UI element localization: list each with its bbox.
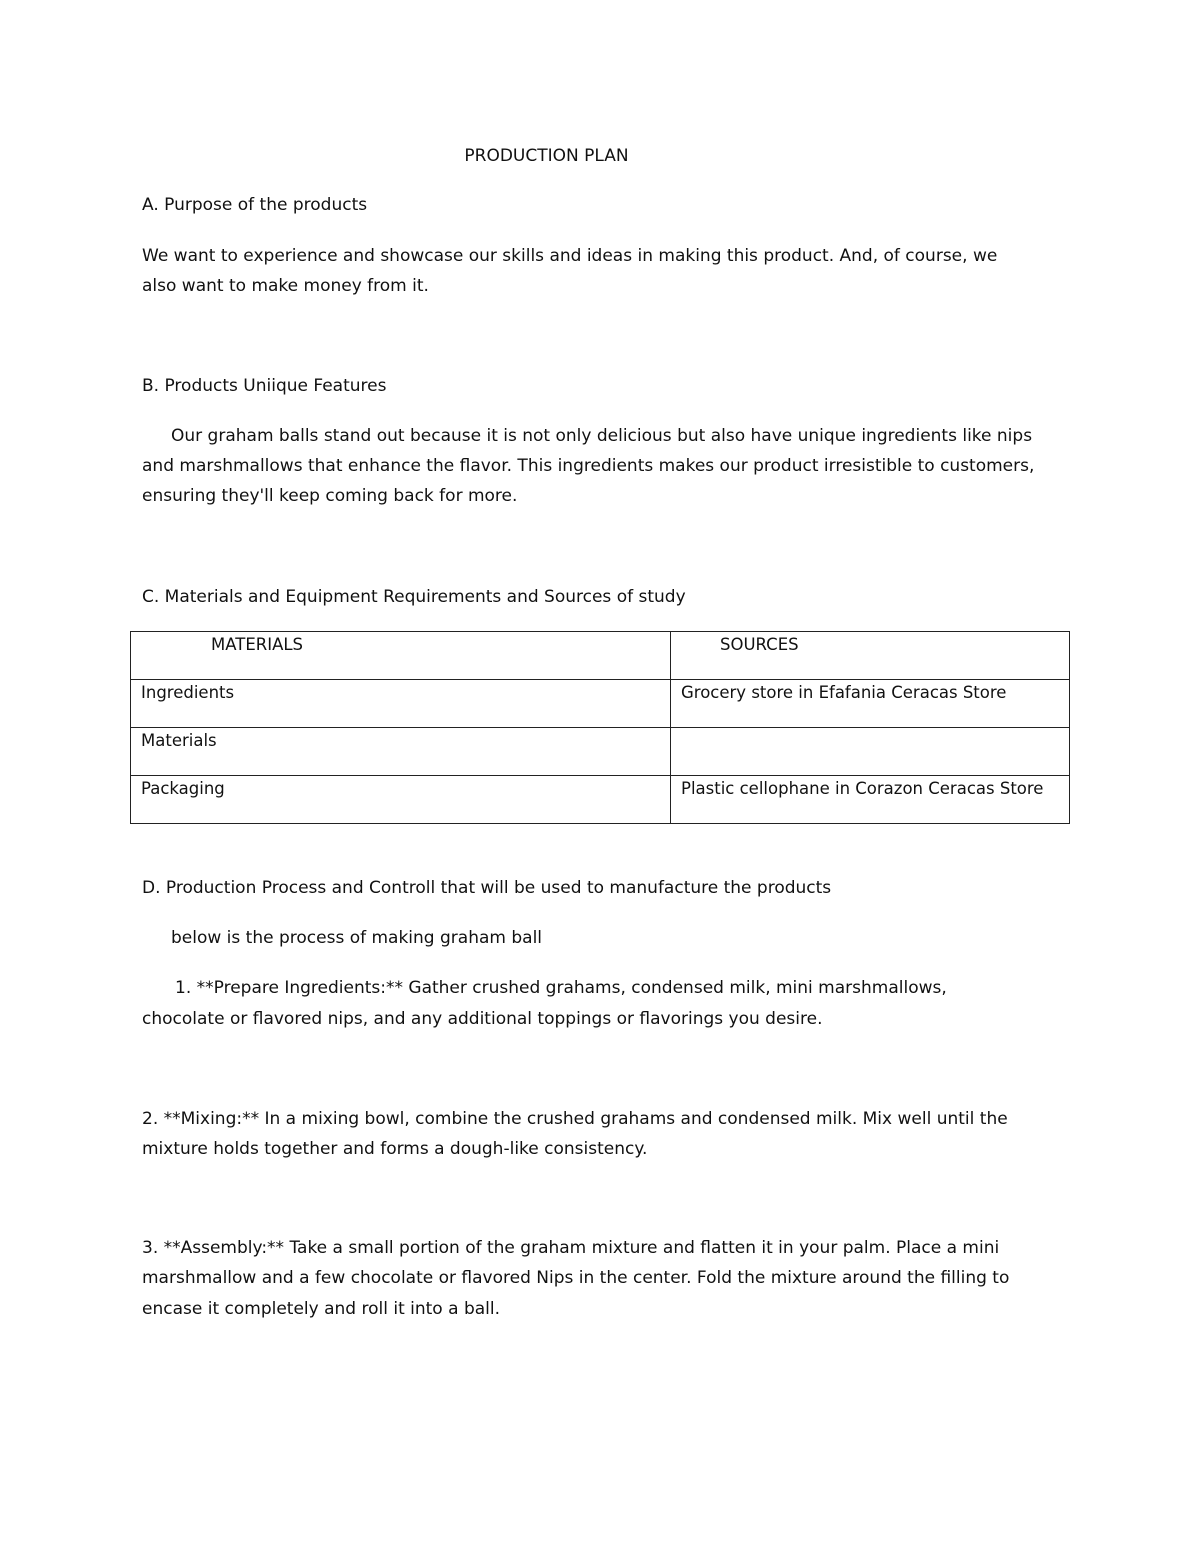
step-1-line-1: 1. **Prepare Ingredients:** Gather crushed grahams, condensed milk, mini marshmallows, <box>175 978 947 998</box>
step-2-line-2: mixture holds together and forms a dough-like consistency. <box>142 1139 648 1159</box>
section-a-heading: A. Purpose of the products <box>142 195 368 215</box>
document-title: PRODUCTION PLAN <box>464 146 629 166</box>
table-row <box>131 776 1070 824</box>
step-1-line-2: chocolate or flavored nips, and any additional toppings or flavorings you desire. <box>142 1009 823 1029</box>
table-row <box>131 728 1070 776</box>
step-3-line-1: 3. **Assembly:** Take a small portion of the graham mixture and flatten it in your palm. Place a mini <box>142 1238 1000 1258</box>
section-b-line-3: ensuring they'll keep coming back for more. <box>142 486 518 506</box>
table-cell-material: Materials <box>131 728 671 776</box>
section-b-line-2: and marshmallows that enhance the flavor. This ingredients makes our product irresistible to customers, <box>142 456 1035 476</box>
table-cell-source: Plastic cellophane in Corazon Ceracas Store <box>671 776 1070 824</box>
step-3-line-3: encase it completely and roll it into a ball. <box>142 1299 500 1319</box>
table-row <box>131 680 1070 728</box>
section-a-line-1: We want to experience and showcase our skills and ideas in making this product. And, of course, we <box>142 246 998 266</box>
table-header-materials: MATERIALS <box>131 632 671 680</box>
step-2-line-1: 2. **Mixing:** In a mixing bowl, combine the crushed grahams and condensed milk. Mix well until the <box>142 1109 1008 1129</box>
section-b-heading: B. Products Uniique Features <box>142 376 387 396</box>
table-cell-material: Ingredients <box>131 680 671 728</box>
section-b-line-1: Our graham balls stand out because it is not only delicious but also have unique ingredients like nips <box>171 426 1033 446</box>
section-d-intro: below is the process of making graham ball <box>171 928 543 948</box>
section-a-line-2: also want to make money from it. <box>142 276 429 296</box>
table-cell-source: Grocery store in Efafania Ceracas Store <box>671 680 1070 728</box>
table-cell-material: Packaging <box>131 776 671 824</box>
materials-table <box>130 631 1070 824</box>
step-3-line-2: marshmallow and a few chocolate or flavored Nips in the center. Fold the mixture around the filling to <box>142 1268 1010 1288</box>
section-d-heading: D. Production Process and Controll that will be used to manufacture the products <box>142 878 832 898</box>
table-header-sources: SOURCES <box>671 632 1070 680</box>
table-header-row <box>131 632 1070 680</box>
section-c-heading: C. Materials and Equipment Requirements and Sources of study <box>142 587 686 607</box>
table-cell-source <box>671 728 1070 776</box>
